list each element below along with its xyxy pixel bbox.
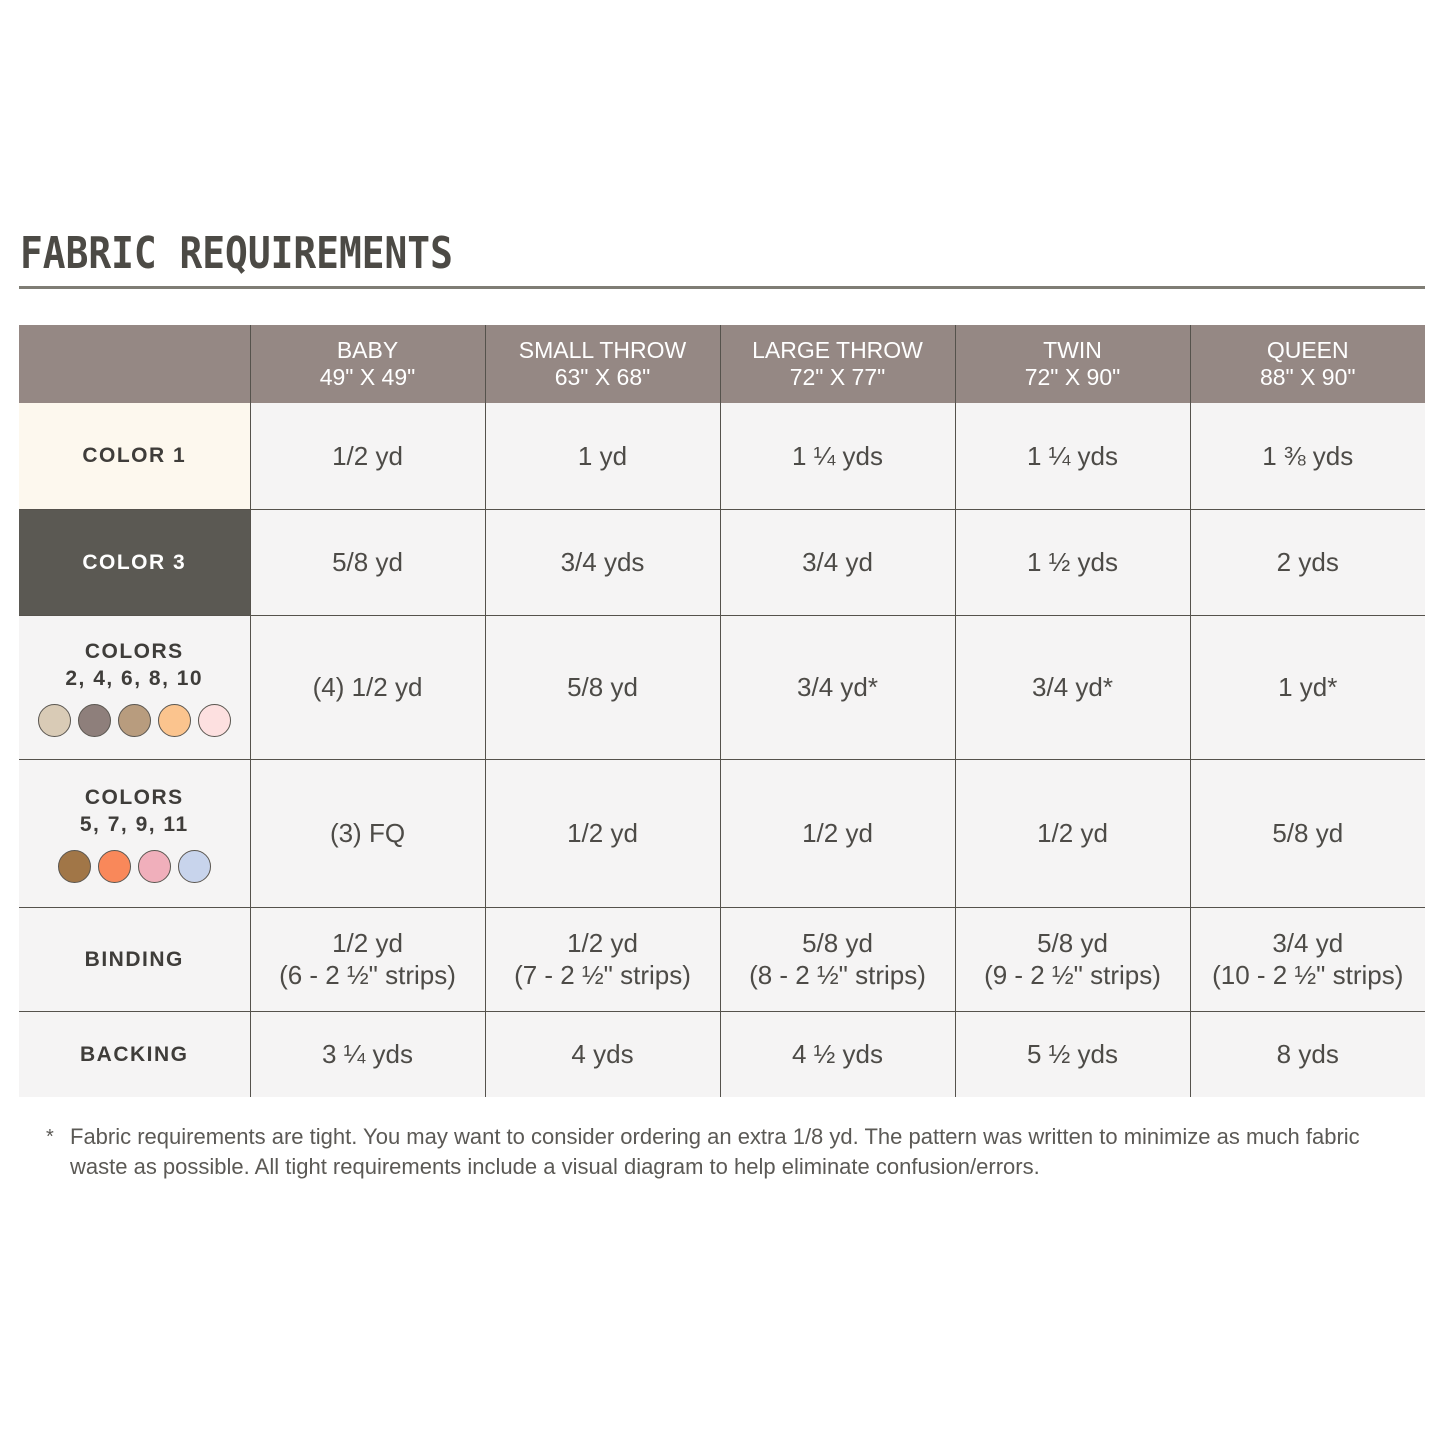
row-label-line: 2, 4, 6, 8, 10 [65, 666, 204, 690]
table-cell: 1 ½ yds [955, 509, 1190, 615]
table-row [19, 759, 1425, 907]
color-swatch [58, 850, 91, 883]
swatch-group [19, 850, 250, 883]
header-row [19, 325, 1425, 403]
table-cell: 5/8 yd [485, 615, 720, 759]
color-swatch [138, 850, 171, 883]
footnote-text: Fabric requirements are tight. You may want to consider ordering an extra 1/8 yd. The pattern was written to minimize as much fabric waste as possible. All tight requirements include a visual diagram to help eliminate confusion/errors. [70, 1124, 1360, 1179]
page-title: FABRIC REQUIREMENTS [20, 228, 453, 279]
binding-amount: 3/4 yd [1272, 928, 1344, 958]
column-size: 49" X 49" [319, 364, 416, 390]
table-cell: 1 ¼ yds [955, 403, 1190, 509]
table-row [19, 615, 1425, 759]
binding-amount: 5/8 yd [1037, 928, 1108, 958]
binding-strips: (6 - 2 ½" strips) [279, 960, 456, 990]
footnote [46, 1122, 1406, 1182]
column-name: TWIN [1043, 337, 1102, 363]
column-size: 63" X 68" [554, 364, 651, 390]
row-label-line: COLORS [84, 785, 184, 809]
column-name: QUEEN [1266, 337, 1349, 363]
column-size: 88" X 90" [1259, 364, 1356, 390]
column-size: 72" X 90" [1024, 364, 1121, 390]
table-cell: 1/2 yd [955, 759, 1190, 907]
table-cell: (4) 1/2 yd [250, 615, 485, 759]
binding-strips: (7 - 2 ½" strips) [514, 960, 691, 990]
binding-amount: 1/2 yd [567, 928, 638, 958]
table-cell: 5/8 yd [1190, 759, 1425, 907]
title-divider [19, 286, 1425, 289]
table-cell [485, 907, 720, 1011]
table-cell: 1 yd [485, 403, 720, 509]
row-label [19, 759, 250, 907]
column-header [250, 325, 485, 403]
color-swatch [178, 850, 211, 883]
table-cell: 3 ¼ yds [250, 1011, 485, 1097]
table-cell [250, 907, 485, 1011]
column-size: 72" X 77" [789, 364, 886, 390]
table-cell: 1 ¼ yds [720, 403, 955, 509]
column-name: BABY [336, 337, 399, 363]
row-label: COLOR 3 [19, 509, 250, 615]
table-row [19, 509, 1425, 615]
color-swatch [198, 704, 231, 737]
table-cell: 1 yd* [1190, 615, 1425, 759]
header-corner [19, 325, 250, 403]
column-header [485, 325, 720, 403]
column-name: SMALL THROW [518, 337, 687, 363]
table-cell: 2 yds [1190, 509, 1425, 615]
color-swatch [38, 704, 71, 737]
column-header [1190, 325, 1425, 403]
fabric-requirements-table [19, 325, 1425, 1097]
color-swatch [158, 704, 191, 737]
table-row [19, 1011, 1425, 1097]
table-cell: 1 ⅜ yds [1190, 403, 1425, 509]
table-cell: 3/4 yd* [720, 615, 955, 759]
binding-strips: (9 - 2 ½" strips) [984, 960, 1161, 990]
binding-strips: (10 - 2 ½" strips) [1212, 960, 1404, 990]
binding-amount: 5/8 yd [802, 928, 873, 958]
column-header [955, 325, 1190, 403]
table-cell [720, 907, 955, 1011]
table-cell: 4 ½ yds [720, 1011, 955, 1097]
table-cell [1190, 907, 1425, 1011]
binding-amount: 1/2 yd [332, 928, 403, 958]
table-cell: 4 yds [485, 1011, 720, 1097]
table-cell: 3/4 yd* [955, 615, 1190, 759]
table-cell: 5 ½ yds [955, 1011, 1190, 1097]
table-cell: 1/2 yd [720, 759, 955, 907]
color-swatch [98, 850, 131, 883]
table-cell: 3/4 yds [485, 509, 720, 615]
table-cell: 1/2 yd [485, 759, 720, 907]
row-label-line: 5, 7, 9, 11 [79, 812, 189, 836]
row-label-line: COLORS [84, 639, 184, 663]
table-cell: 3/4 yd [720, 509, 955, 615]
column-header [720, 325, 955, 403]
table-cell: 1/2 yd [250, 403, 485, 509]
table-row [19, 403, 1425, 509]
table-cell: 8 yds [1190, 1011, 1425, 1097]
swatch-group [19, 704, 250, 737]
table-cell: 5/8 yd [250, 509, 485, 615]
table-cell [955, 907, 1190, 1011]
table-row [19, 907, 1425, 1011]
footnote-marker: * [46, 1126, 54, 1148]
table-cell: (3) FQ [250, 759, 485, 907]
binding-strips: (8 - 2 ½" strips) [749, 960, 926, 990]
color-swatch [118, 704, 151, 737]
row-label: BINDING [19, 907, 250, 1011]
column-name: LARGE THROW [752, 337, 923, 363]
row-label [19, 615, 250, 759]
color-swatch [78, 704, 111, 737]
row-label: BACKING [19, 1011, 250, 1097]
row-label: COLOR 1 [19, 403, 250, 509]
